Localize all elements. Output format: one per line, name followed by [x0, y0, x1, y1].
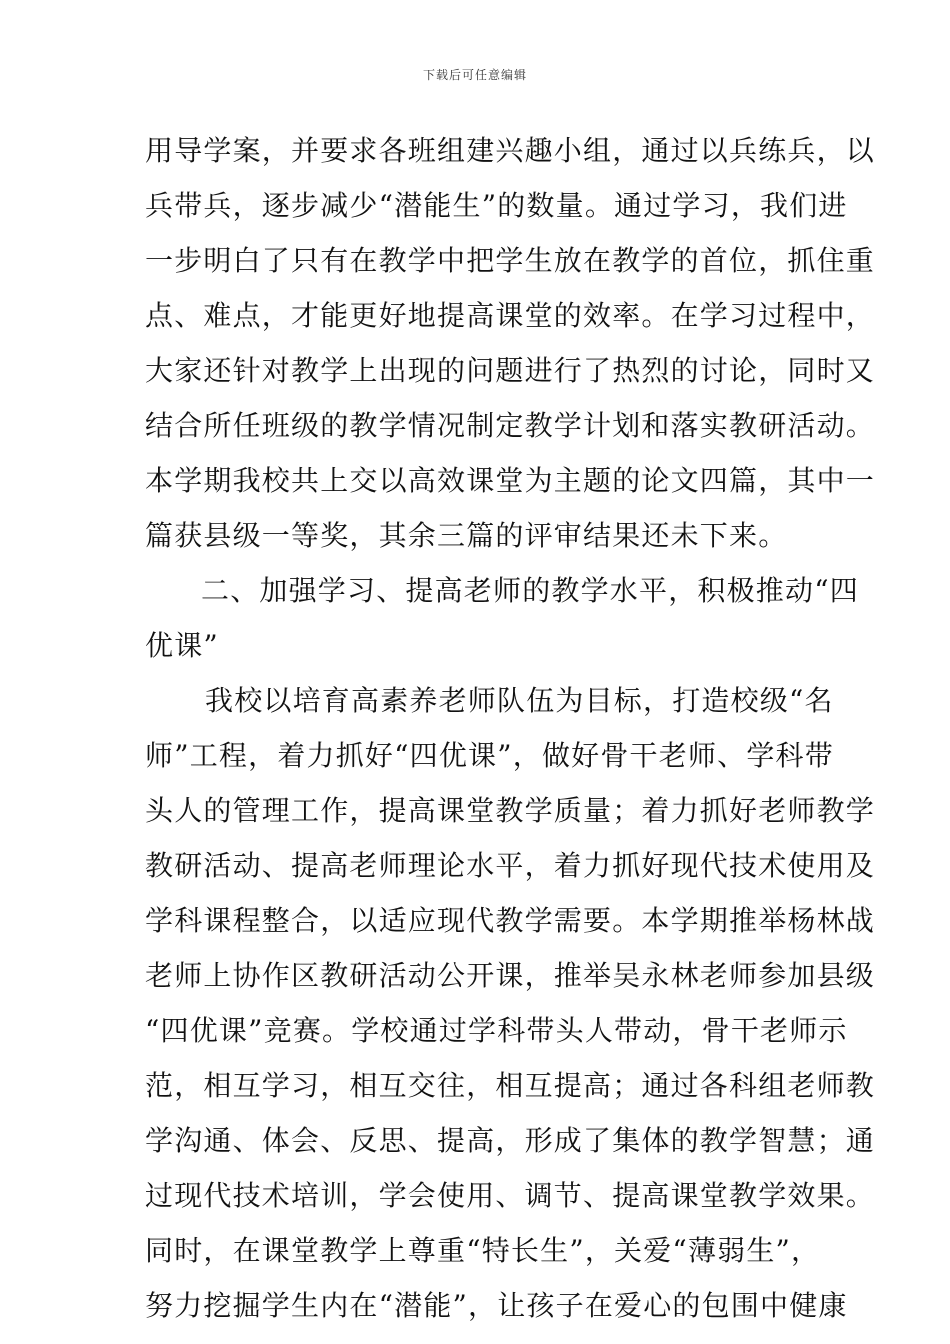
paragraph-first-line: 我校以培育高素养老师队伍为目标，打造校级“名 [205, 684, 834, 717]
body-line: 范，相互学习，相互交往，相互提高；通过各科组老师教 [145, 1069, 876, 1102]
body-line: 过现代技术培训，学会使用、调节、提高课堂教学效果。 [145, 1179, 876, 1212]
body-line: 师”工程，着力抓好“四优课”，做好骨干老师、学科带 [145, 739, 834, 772]
body-line: “四优课”竞赛。学校通过学科带头人带动，骨干老师示 [145, 1014, 848, 1047]
body-line: 结合所任班级的教学情况制定教学计划和落实教研活动。 [145, 409, 876, 442]
body-line: 头人的管理工作，提高课堂教学质量；着力抓好老师教学 [145, 794, 876, 827]
body-line: 一步明白了只有在教学中把学生放在教学的首位，抓住重 [145, 244, 876, 277]
body-line: 兵带兵，逐步减少“潜能生”的数量。通过学习，我们进 [145, 189, 848, 222]
body-line: 用导学案，并要求各班组建兴趣小组，通过以兵练兵，以 [145, 134, 876, 167]
body-line: 努力挖掘学生内在“潜能”，让孩子在爱心的包围中健康 [145, 1289, 848, 1322]
section-heading-line: 优课” [145, 629, 219, 662]
document-body [145, 128, 876, 1338]
body-line: 同时，在课堂教学上尊重“特长生”，关爱“薄弱生”， [145, 1234, 821, 1267]
section-heading-line: 二、加强学习、提高老师的教学水平，积极推动“四 [201, 574, 859, 607]
body-line: 篇获县级一等奖，其余三篇的评审结果还未下来。 [145, 519, 788, 552]
body-line: 老师上协作区教研活动公开课，推举吴永林老师参加县级 [145, 959, 876, 992]
body-line: 学科课程整合，以适应现代教学需要。本学期推举杨林战 [145, 904, 876, 937]
body-line: 本学期我校共上交以高效课堂为主题的论文四篇，其中一 [145, 464, 876, 497]
body-line: 学沟通、体会、反思、提高，形成了集体的教学智慧；通 [145, 1124, 876, 1157]
page-header-note: 下载后可任意编辑 [422, 68, 527, 82]
body-line: 大家还针对教学上出现的问题进行了热烈的讨论，同时又 [145, 354, 876, 387]
body-line: 教研活动、提高老师理论水平，着力抓好现代技术使用及 [145, 849, 876, 882]
body-line: 点、难点，才能更好地提高课堂的效率。在学习过程中， [145, 299, 876, 332]
